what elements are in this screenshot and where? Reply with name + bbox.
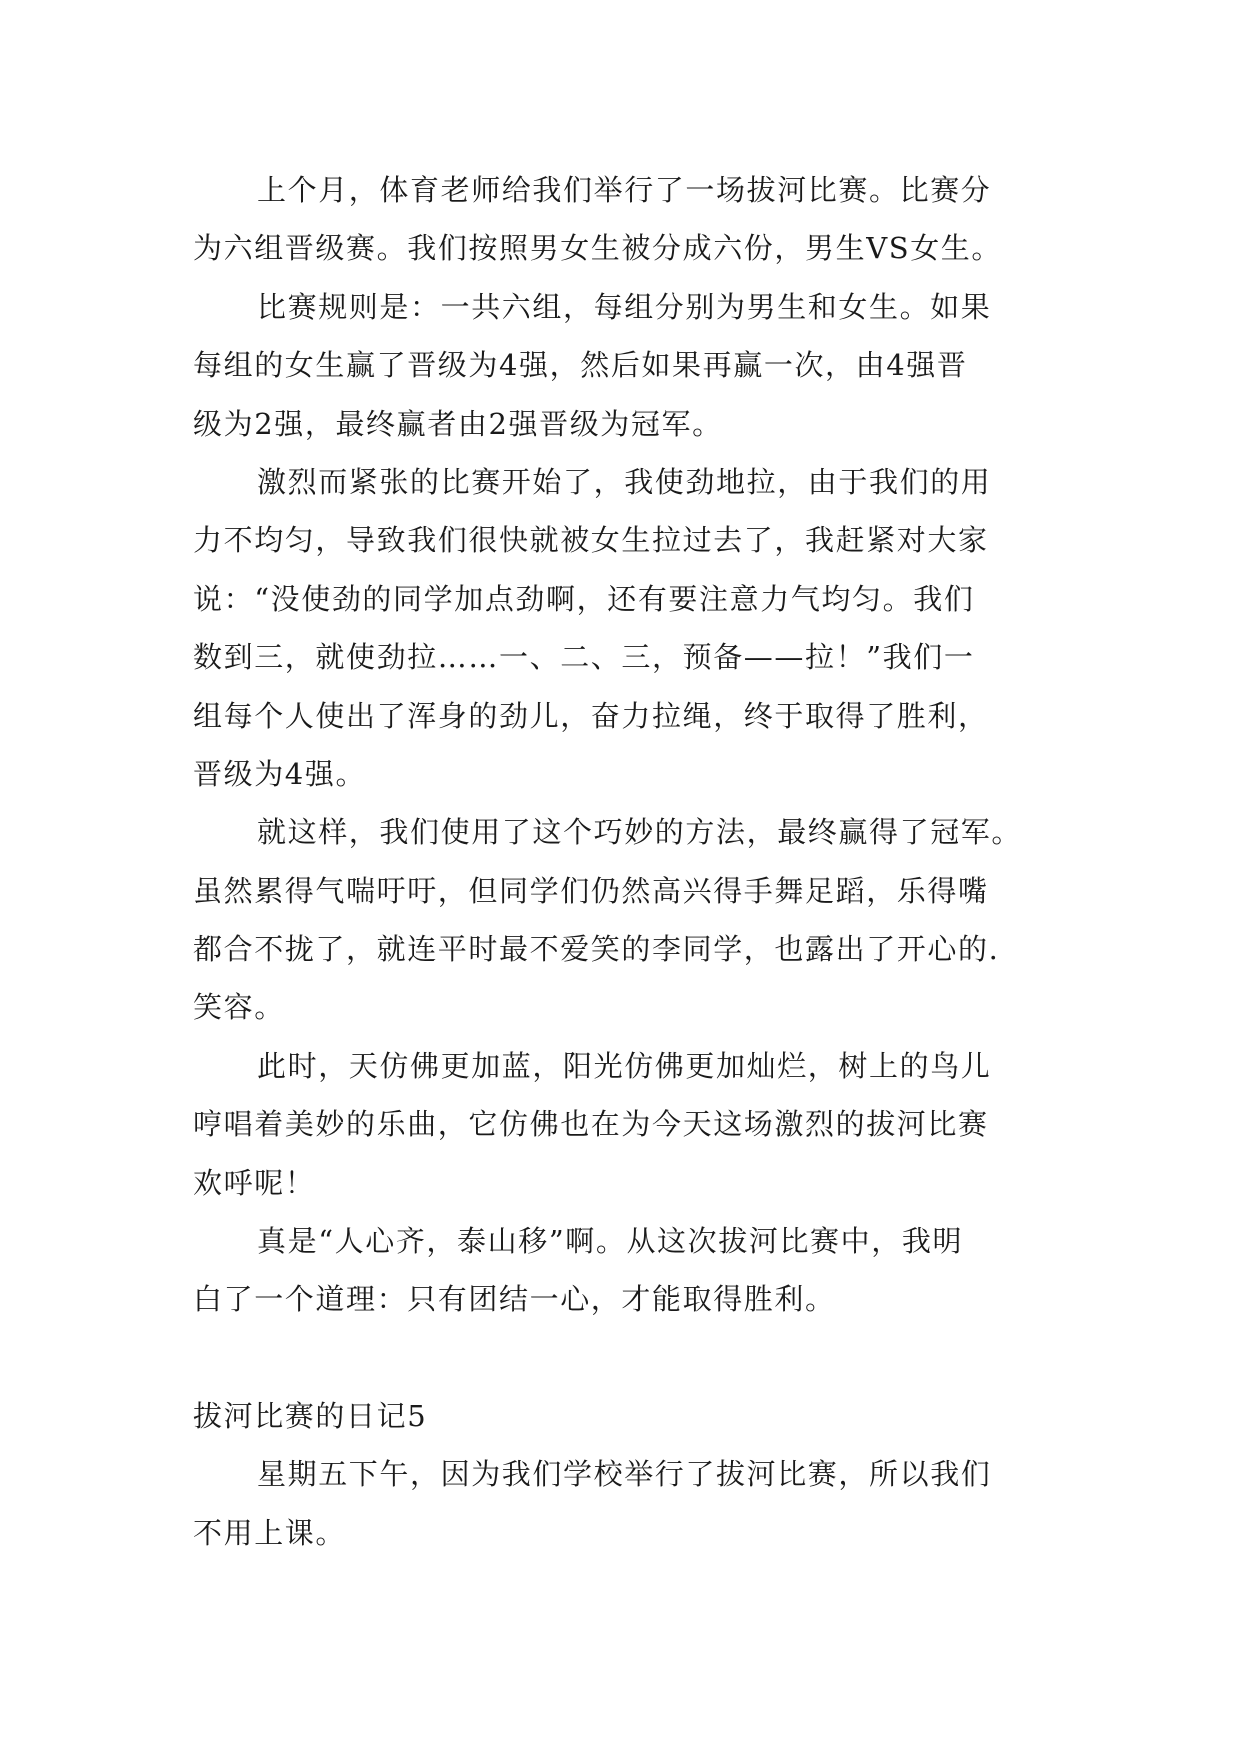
text-line: 说：“没使劲的同学加点劲啊，还有要注意力气均匀。我们 [193, 581, 975, 616]
text-line: 晋级为4强。 [193, 756, 367, 791]
text-line: 都合不拢了，就连平时最不爱笑的李同学，也露出了开心的. [193, 932, 1000, 967]
text-line: 就这样，我们使用了这个巧妙的方法，最终赢得了冠军。 [257, 815, 1023, 850]
text-line: 笑容。 [193, 990, 285, 1025]
paragraph-1 [193, 161, 1053, 278]
text-line: 激烈而紧张的比赛开始了，我使劲地拉，由于我们的用 [257, 464, 992, 499]
text-line: 组每个人使出了浑身的劲儿，奋力拉绳，终于取得了胜利， [193, 698, 989, 733]
paragraph-7 [193, 1445, 1053, 1562]
text-line: 哼唱着美妙的乐曲，它仿佛也在为今天这场激烈的拔河比赛 [193, 1107, 989, 1142]
text-line: 星期五下午，因为我们学校举行了拔河比赛，所以我们 [257, 1457, 992, 1492]
paragraph-5 [193, 1037, 1053, 1212]
section-heading [193, 1387, 1053, 1445]
text-line: 不用上课。 [193, 1515, 347, 1550]
text-line: 此时，天仿佛更加蓝，阳光仿佛更加灿烂，树上的鸟儿 [257, 1048, 992, 1083]
paragraph-2 [193, 278, 1053, 453]
section-spacer [193, 1329, 1053, 1387]
text-line: 为六组晋级赛。我们按照男女生被分成六份，男生VS女生。 [193, 231, 1003, 266]
text-line: 每组的女生赢了晋级为4强，然后如果再赢一次，由4强晋 [193, 348, 968, 383]
text-line: 欢呼呢！ [193, 1165, 316, 1200]
section-title: 拔河比赛的日记5 [193, 1398, 428, 1433]
text-line: 力不均匀，导致我们很快就被女生拉过去了，我赶紧对大家 [193, 523, 989, 558]
text-line: 比赛规则是：一共六组，每组分别为男生和女生。如果 [257, 289, 992, 324]
text-line: 真是“人心齐，泰山移”啊。从这次拔河比赛中，我明 [257, 1224, 964, 1259]
paragraph-6 [193, 1212, 1053, 1329]
text-line: 虽然累得气喘吁吁，但同学们仍然高兴得手舞足蹈，乐得嘴 [193, 873, 989, 908]
text-line: 上个月，体育老师给我们举行了一场拔河比赛。比赛分 [257, 173, 992, 207]
document-page [193, 161, 1053, 1562]
text-line: 数到三，就使劲拉……一、二、三，预备——拉！”我们一 [193, 640, 975, 675]
text-line: 白了一个道理：只有团结一心，才能取得胜利。 [193, 1282, 836, 1317]
text-line: 级为2强，最终赢者由2强晋级为冠军。 [193, 406, 723, 441]
paragraph-4 [193, 803, 1053, 1037]
paragraph-3 [193, 453, 1053, 803]
